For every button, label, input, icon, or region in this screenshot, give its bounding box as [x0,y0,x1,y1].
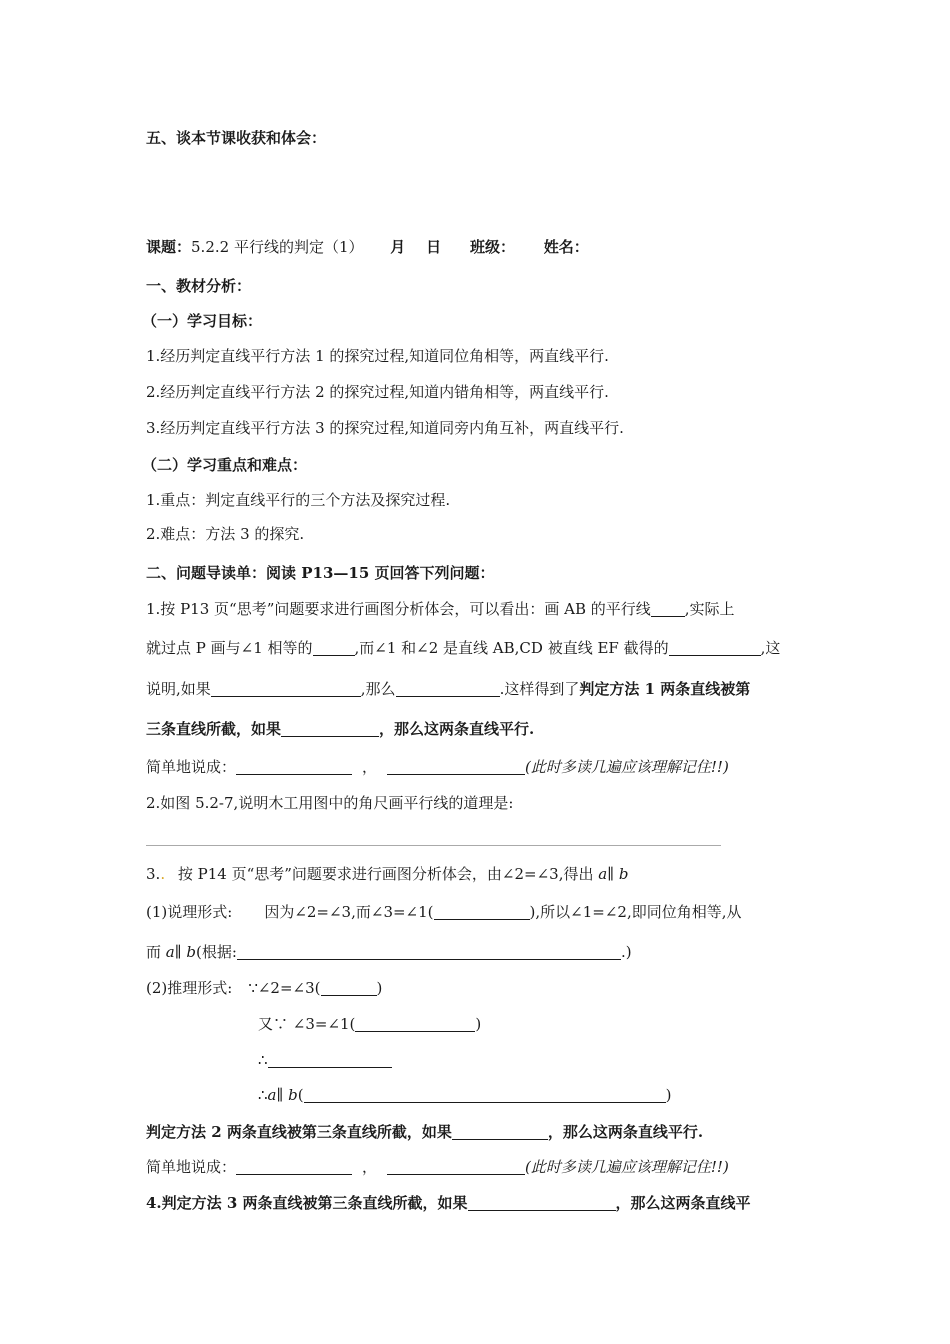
q1-blank-5 [396,681,500,697]
q3-s1-blank-1 [434,904,530,920]
q1-blank-1 [651,601,685,617]
q1-line-1 [146,599,806,619]
q3-s2-line-1 [146,978,382,998]
simple-say-blank-a [236,759,352,775]
simple-say-1 [146,757,729,777]
header-name-label: 姓名： [543,238,589,256]
goal-2: 2.经历判定直线平行方法 2 的探究过程,知道内错角相等，两直线平行. [146,383,609,401]
header-class-label: 班级： [469,238,515,256]
q1-text-3c: .这样得到了 [499,680,580,698]
q3-s2-line-2 [258,1014,481,1034]
q3-r4b: a∥ b [267,1086,298,1104]
q1-text-1b: ,实际上 [684,600,735,618]
goals-title: （一）学习目标： [142,312,263,330]
q3-s2-label: (2)推理形式: [146,979,233,997]
simple-say-blank-b [387,759,525,775]
method2-line [146,1122,703,1142]
q3-r2-blank [355,1016,475,1032]
q1-text-4a: 三条直线所截，如果 [146,720,282,738]
q4-blank [468,1195,616,1211]
goal-1: 1.经历判定直线平行方法 1 的探究过程,知道同位角相等，两直线平行. [146,347,609,365]
header-date: 月 日 [390,238,442,256]
q3-text: 按 P14 页“思考”问题要求进行画图分析体会，由∠2=∠3,得出 [177,865,599,883]
q3-s2-line-4 [258,1085,672,1105]
q2-text: 2.如图 5.2-7,说明木工用图中的角尺画平行线的道理是: [146,794,514,812]
q3-line [146,864,629,884]
q1-text-2a: 就过点 P 画与∠1 相等的 [146,639,313,657]
section5-title: 五、谈本节课收获和体会： [146,129,327,147]
header-prefix: 课题： [146,238,192,256]
mark-dot: . [160,865,166,883]
q3-r1-blank [321,980,377,996]
keypoint-1: 1.重点：判定直线平行的三个方法及探究过程. [146,491,451,509]
q1-blank-4 [211,681,361,697]
q3-s1-a: 因为∠2=∠3,而∠3=∠1( [264,903,434,921]
simple-say-2-blank-a [236,1159,352,1175]
q4-line [146,1193,751,1213]
q3-r4-end: ) [665,1086,672,1104]
goal-3: 3.经历判定直线平行方法 3 的探究过程,知道同旁内角互补，两直线平行. [146,419,624,437]
q1-text-1a: 1.按 P13 页“思考”问题要求进行画图分析体会，可以看出：画 AB 的平行线 [146,600,651,618]
simple-say-note: (此时多读几遍应该理解记住!!) [525,758,729,776]
q3-r1-end: ) [376,979,383,997]
q3-r4c: ( [297,1086,304,1104]
keypoint-2: 2.难点：方法 3 的探究. [146,525,305,543]
q3-r2-end: ) [475,1015,482,1033]
part2-title: 二、问题导读单：阅读 P13—15 页回答下列问题： [146,564,495,582]
q3-s1-line-2 [146,942,632,962]
q3-r3: ∴ [258,1051,268,1069]
header-topic: 5.2.2 平行线的判定（1） [191,238,364,256]
q1-line-3 [146,679,750,699]
q3-s1-line-1 [146,902,741,922]
q1-text-3d: 判定方法 1 两条直线被第 [579,680,751,698]
simple-say-2-blank-b [387,1159,525,1175]
q3-s1-blank-2 [237,944,621,960]
q1-text-2b: ,而∠1 和∠2 是直线 AB,CD 被直线 EF 截得的 [354,639,669,657]
simple-say-note-2: (此时多读几遍应该理解记住!!) [525,1158,729,1176]
method2-a: 判定方法 2 两条直线被第三条直线所截，如果 [146,1123,452,1141]
q1-text-3a: 说明,如果 [146,680,211,698]
q1-text-4b: ，那么这两条直线平行. [379,720,535,738]
q3-s1-c: 而 [146,943,166,961]
q2-answer-line [146,845,721,846]
q1-line-2 [146,638,780,658]
q3-r2: 又∵ ∠3=∠1( [258,1015,356,1033]
q4-a: 4.判定方法 3 两条直线被第三条直线所截，如果 [146,1194,468,1212]
q3-s1-f: .) [620,943,632,961]
q3-r1: ∵∠2=∠3( [248,979,321,997]
method2-blank [452,1124,548,1140]
q3-number: 3. [146,865,161,883]
q3-s1-d: a∥ b [165,943,197,961]
simple-say-comma: ， [362,758,378,776]
lesson-header [146,237,589,257]
simple-say-label: 简单地说成： [146,758,237,776]
q1-line-4 [146,719,534,739]
keypoints-title: （二）学习重点和难点： [142,456,308,474]
q3-r4-blank [304,1087,666,1103]
q1-blank-3 [669,640,761,656]
q3-r4a: ∴ [258,1086,268,1104]
simple-say-comma-2: ， [362,1158,378,1176]
q1-blank-2 [313,640,355,656]
method2-b: ，那么这两条直线平行. [547,1123,704,1141]
simple-say-label-2: 简单地说成： [146,1158,237,1176]
q1-text-3b: ,那么 [360,680,396,698]
q1-blank-6 [281,721,379,737]
q1-text-2c: ,这 [760,639,781,657]
q4-b: ，那么这两条直线平 [615,1194,751,1212]
q3-s1-e: (根据: [196,943,237,961]
q3-r3-blank [268,1052,392,1068]
q3-s1-b: ),所以∠1=∠2,即同位角相等,从 [529,903,742,921]
q3-s2-line-3 [258,1050,392,1070]
q3-s1-label: (1)说理形式: [146,903,233,921]
part1-title: 一、教材分析： [146,277,252,295]
simple-say-2 [146,1157,729,1177]
q3-conclusion: a∥ b [598,865,629,883]
